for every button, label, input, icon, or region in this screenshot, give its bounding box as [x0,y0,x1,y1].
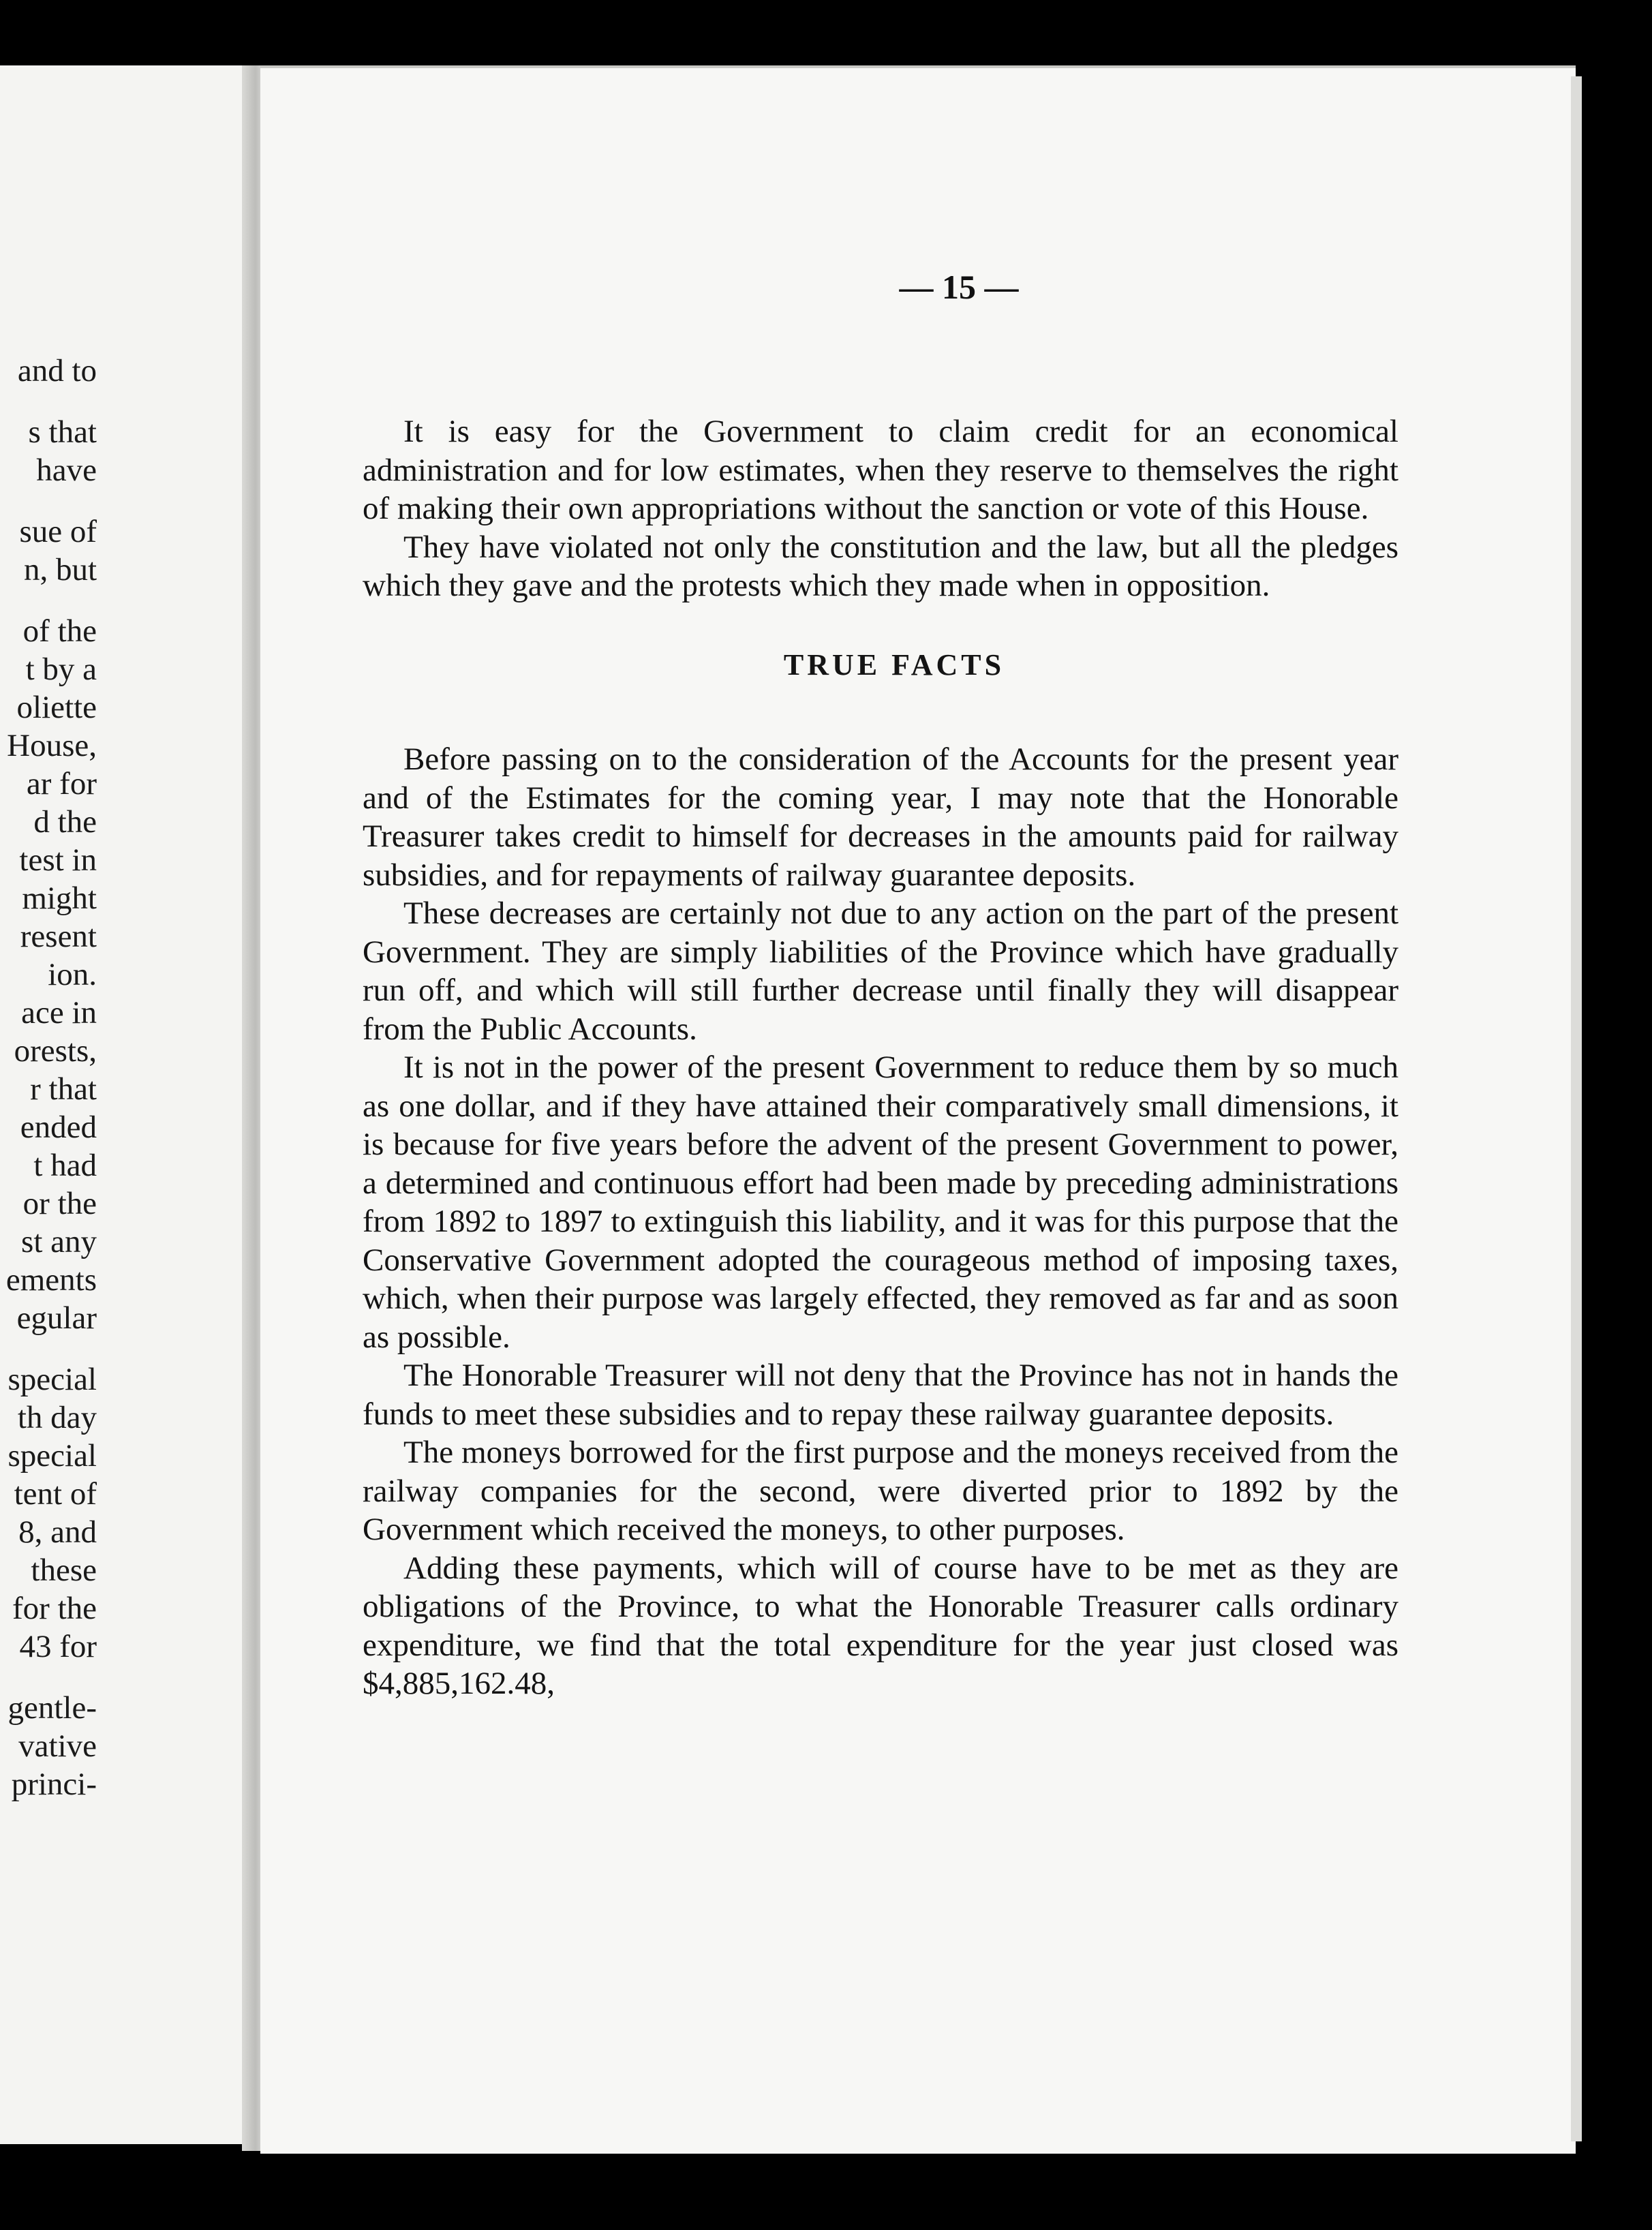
left-page-line: princi- [11,1767,97,1802]
paragraph: Before passing on to the consideration of the Accounts for the present year and of the Estimates for the coming year, I may note that the Honorable Treasurer takes credit to himself for decreases in the amounts paid for railway subsidies, and for repayments of railway guarantee deposits. [363,742,1398,893]
left-page-line: or the [22,1186,97,1221]
left-page-line: for the [12,1591,97,1626]
left-page-line: have [36,453,97,488]
left-page-line: ion. [48,957,97,992]
left-page-line: resent [20,919,97,954]
section-heading: TRUE FACTS [783,647,1005,682]
paragraph: They have violated not only the constitution and the law, but all the pledges which they gave and the protests which they made when in opposition. [363,529,1398,603]
left-page-line: tent of [14,1476,97,1512]
left-page-line: n, but [23,552,97,587]
paragraph: It is not in the power of the present Government to reduce them by so much as one dollar, and if they have attained their comparatively small dimensions, it is because for five years before the advent of the present Government to power, a determined and continuous effort had been made by preceding administrations from 1892 to 1897 to extinguish this liability, and it was for this purpose that the Conservative Government adopted the courageous method of imposing taxes, which, when their purpose was largely effected, they removed as far and as soon as possible. [363,1050,1398,1355]
left-page-line: r that [30,1071,97,1107]
paragraph: Adding these payments, which will of course have to be met as they are obligations of the Province, to what the Honorable Treasurer calls ordinary expenditure, we find that the total expenditure for the year just closed was $4,885,162.48, [363,1550,1398,1701]
left-page-line [0,1337,97,1360]
left-page-line: ace in [21,995,97,1030]
paragraph: The moneys borrowed for the first purpose and the moneys received from the railway companies for the second, were diverted prior to 1892 by the Government which received the moneys, to other purposes. [363,1435,1398,1547]
left-page-line: sue of [19,514,97,549]
left-page-line: ended [20,1110,97,1145]
left-page-line: th day [17,1400,97,1435]
left-page-line: s that [28,414,97,450]
page-number: — 15 — [899,268,1019,306]
left-page-line: t had [33,1148,97,1183]
left-page-line: 8, and [18,1514,97,1550]
left-page-line [0,1666,97,1689]
left-page-line: d the [33,804,97,840]
page-body [363,412,1398,1703]
left-page-line: 43 for [19,1629,97,1664]
left-page-line: House, [7,728,97,763]
left-page-line: special [7,1438,97,1473]
left-page-line: oliette [16,690,97,725]
left-page-line: of the [22,613,97,649]
left-page-line: special [7,1362,97,1397]
left-page-line: gentle- [7,1690,97,1726]
left-page-line: vative [18,1728,97,1764]
left-page-line: might [22,881,97,916]
left-page-line: test in [19,842,97,878]
left-page-line: these [31,1553,97,1588]
left-page-line: egular [16,1300,97,1336]
left-page-line: and to [17,353,97,388]
left-page-line: ements [5,1262,97,1298]
paragraph: The Honorable Treasurer will not deny that the Province has not in hands the funds to meet these subsidies and to repay these railway guarantee deposits. [363,1358,1398,1432]
left-page-text-fragments [0,352,97,1803]
page-edge [1571,76,1582,2141]
right-page [260,65,1576,2154]
left-page-line: ar for [26,766,97,801]
left-page-line: t by a [25,652,97,687]
left-page-line: orests, [14,1033,97,1069]
left-page-line: st any [21,1224,97,1259]
paragraph: It is easy for the Government to claim credit for an economical administration and for low estimates, when they reserve to themselves the right of making their own appropriations without the sanction or vote of this House. [363,414,1398,526]
left-facing-page [0,65,254,2144]
left-page-line [0,589,97,612]
left-page-line [0,489,97,513]
paragraph: These decreases are certainly not due to any action on the part of the present Government. They are simply liabilities of the Province which have gradually run off, and which will still further decrease until finally they will disappear from the Public Accounts. [363,896,1398,1047]
left-page-line [0,390,97,413]
